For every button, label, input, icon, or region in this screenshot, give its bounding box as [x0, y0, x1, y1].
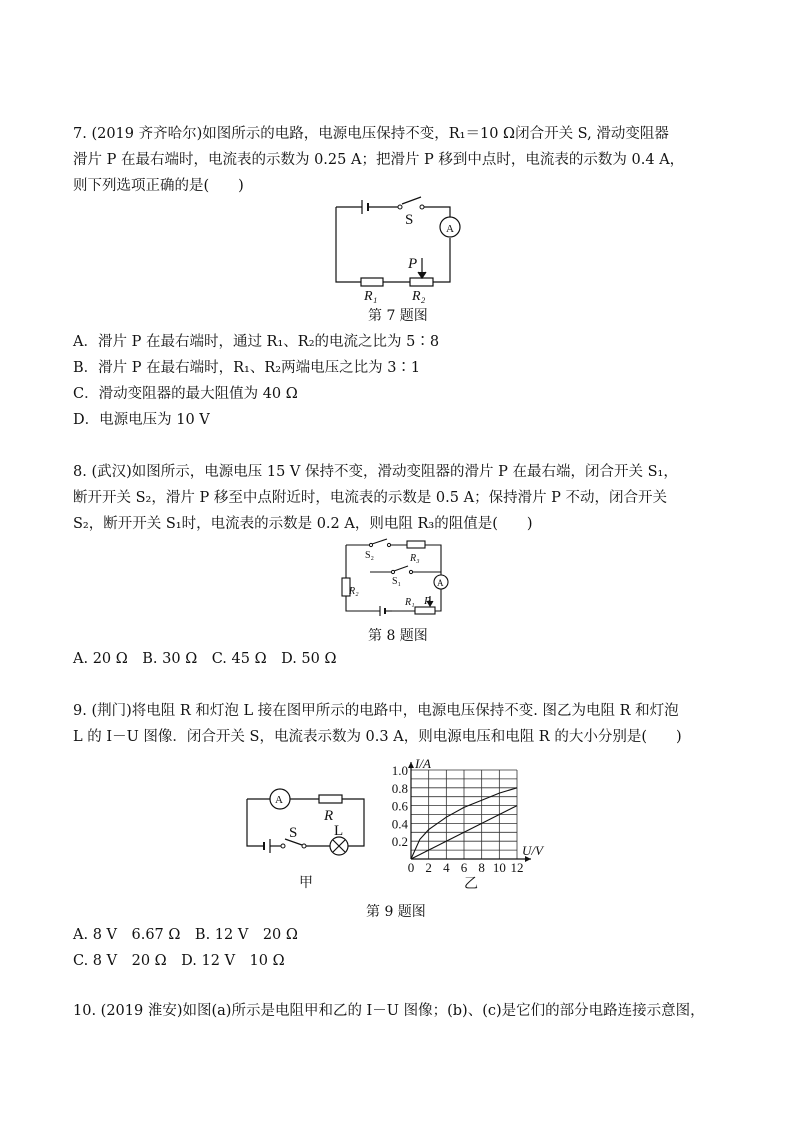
q8-options: A. 20 Ω B. 30 Ω C. 45 Ω D. 50 Ω	[73, 651, 337, 667]
q7-r2-label: R₂	[412, 289, 426, 304]
chart-y-tick-label: 1.0	[391, 763, 408, 778]
q7-option-a: A．滑片 P 在最右端时，通过 R₁、R₂的电流之比为 5∶8	[73, 334, 440, 350]
chart-y-axis-arrow	[408, 762, 414, 768]
q7-option-c: C．滑动变阻器的最大阻值为 40 Ω	[73, 386, 298, 402]
q7-stem-line-1: 7. (2019 齐齐哈尔)如图所示的电路，电源电压保持不变，R₁＝10 Ω闭合开关 S, 滑动变阻器	[73, 126, 669, 142]
q9-stem-line-2: L 的 I－U 图像．闭合开关 S，电流表示数为 0.3 A，则电源电压和电阻 R 的大小分别是( )	[73, 729, 682, 745]
q7-option-d: D．电源电压为 10 V	[73, 412, 210, 428]
q8-ammeter-label: A	[437, 578, 444, 588]
q9-options-line-2: C. 8 V 20 Ω D. 12 V 10 Ω	[73, 953, 285, 969]
chart-x-tick-label: 0	[407, 860, 415, 875]
q7-slider-label: P	[408, 256, 418, 272]
q8-slider-label: P	[424, 595, 431, 607]
q9-switch-label: S	[289, 825, 298, 841]
chart-x-tick-label: 10	[492, 860, 506, 875]
q9-options-line-1: A. 8 V 6.67 Ω B. 12 V 20 Ω	[73, 927, 298, 943]
q8-stem-line-1: 8. (武汉)如图所示，电源电压 15 V 保持不变，滑动变阻器的滑片 P 在最右端，闭合开关 S₁，	[73, 464, 678, 480]
q9-ammeter-label: A	[275, 794, 283, 806]
q8-r2-label: R₂	[349, 586, 359, 597]
q10-stem-line-1: 10. (2019 淮安)如图(a)所示是电阻甲和乙的 I－U 图像；(b)、(c)是它们的部分电路连接示意图，	[73, 1003, 705, 1019]
q8-r1-label: R₁	[405, 597, 415, 608]
q7-figure-caption: 第 7 题图	[368, 308, 428, 324]
q8-s2-label: S₂	[365, 550, 375, 561]
chart-x-tick-label: 12	[510, 860, 524, 875]
q9-lamp-label: L	[334, 823, 344, 839]
chart-x-axis-label: U/V	[522, 843, 543, 858]
q9-figure-jia-label: 甲	[299, 876, 313, 891]
q7-stem-line-2: 滑片 P 在最右端时，电流表的示数为 0.25 A；把滑片 P 移到中点时，电流表的示数为 0.4 A，	[73, 152, 685, 168]
chart-labels	[392, 756, 545, 892]
chart-y-axis-label: I/A	[415, 756, 431, 771]
chart-y-tick-label: 0.2	[391, 834, 408, 850]
q8-figure-caption: 第 8 题图	[368, 628, 428, 644]
chart-axes	[408, 762, 531, 862]
q9-stem-line-1: 9. (荆门)将电阻 R 和灯泡 L 接在图甲所示的电路中，电源电压保持不变. 图乙为电阻 R 和灯泡	[73, 703, 679, 719]
chart-y-tick-label: 0.6	[391, 798, 408, 814]
chart-x-tick-label: 8	[478, 860, 485, 875]
q7-stem-line-3: 则下列选项正确的是( )	[73, 178, 244, 194]
q7-switch-label: S	[405, 212, 414, 228]
q7-ammeter-label: A	[446, 223, 454, 235]
q7-option-b: B．滑片 P 在最右端时，R₁、R₂两端电压之比为 3∶1	[73, 360, 421, 376]
q8-r3-label: R₃	[410, 553, 420, 564]
chart-x-tick-label: 6	[460, 860, 468, 875]
q8-stem-line-3: S₂，断开开关 S₁时，电流表的示数是 0.2 A，则电阻 R₃的阻值是( )	[73, 516, 533, 532]
q8-stem-line-2: 断开开关 S₂，滑片 P 移至中点附近时，电流表的示数是 0.5 A；保持滑片 P 不动，闭合开关	[73, 490, 668, 506]
chart-grid	[411, 770, 517, 859]
q9-resistor-label: R	[324, 808, 334, 824]
chart-panel-label: 乙	[464, 877, 478, 892]
chart-y-tick-label: 0.4	[391, 816, 408, 832]
q9-figure-caption: 第 9 题图	[366, 904, 426, 920]
chart-x-tick-label: 2	[425, 860, 432, 875]
q7-r1-label: R₁	[364, 289, 378, 304]
q8-s1-label: S₁	[392, 576, 402, 587]
chart-x-tick-label: 4	[443, 860, 450, 875]
chart-y-tick-label: 0.8	[391, 780, 408, 796]
